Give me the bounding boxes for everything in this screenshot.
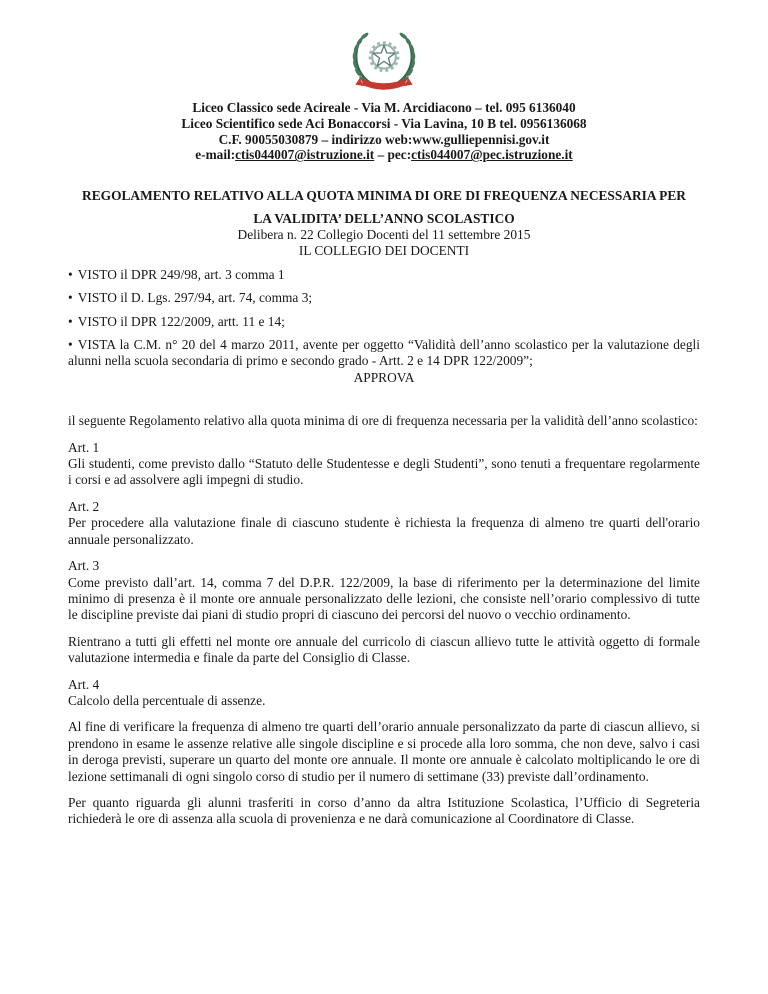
email-link[interactable]: ctis044007@istruzione.it	[235, 147, 375, 163]
article-2	[68, 499, 700, 548]
document-title	[68, 188, 700, 243]
letterhead	[68, 100, 700, 163]
bullet-text: VISTO il DPR 249/98, art. 3 comma 1	[77, 266, 285, 282]
bullet-marker: •	[68, 337, 73, 353]
italy-emblem-icon	[340, 28, 428, 94]
title-subtitle: Delibera n. 22 Collegio Docenti del 11 settembre 2015	[237, 227, 531, 242]
article-label: Art. 4	[68, 676, 100, 692]
paragraph-rientrano: Rientrano a tutti gli effetti nel monte ore annuale del curricolo di ciascun allievo tutte le attività oggetto di formale valutazione intermedia e finale da parte del Consiglio di Classe.	[68, 633, 700, 666]
article-4	[68, 677, 700, 710]
bullet-text: VISTO il DPR 122/2009, artt. 11 e 14;	[77, 313, 285, 329]
collegio-heading: IL COLLEGIO DEI DOCENTI	[298, 243, 470, 259]
article-text: Calcolo della percentuale di assenze.	[68, 692, 266, 708]
article-label: Art. 3	[68, 558, 100, 574]
bullet-marker: •	[68, 313, 73, 329]
email-label: e-mail:	[195, 147, 236, 163]
paragraph-alfine: Al fine di verificare la frequenza di almeno tre quarti dell’orario annuale personalizzato da parte di ciascun allievo, si prendono in esame le assenze relative alle singole discipline e si procede alla loro somma, che non deve, salvo i casi in deroga previsti, superare un quarto del monte ore annuale. Il monte ore annuale è calcolato moltiplicando le ore di lezione settimanali di ogni singolo corso di studio per il numero di settimane (33) previste dall’ordinamento.	[68, 719, 700, 784]
article-1	[68, 440, 700, 489]
paragraph-perquanto: Per quanto riguarda gli alunni trasferiti in corso d’anno da altra Istituzione Scolastica, l’Ufficio di Segreteria richiederà le ore di assenza alla scuola di provenienza e ne darà comunicazione al Coordinatore di Classe.	[68, 794, 700, 827]
bullet-text: VISTA la C.M. n° 20 del 4 marzo 2011, avente per oggetto “Validità dell’anno scolastico per la valutazione degli alunni nella scuola secondaria di primo e secondo grado - Artt. 2 e 14 DPR 122/2009”;	[68, 337, 700, 369]
article-label: Art. 1	[68, 439, 100, 455]
bullet-item	[68, 290, 700, 306]
pec-separator: – pec:	[374, 147, 412, 163]
bullet-marker: •	[68, 290, 73, 306]
bullet-item	[68, 337, 700, 370]
letterhead-line-3: C.F. 90055030879 – indirizzo web:www.gulliepennisi.gov.it	[218, 131, 550, 147]
title-line-2: LA VALIDITA’ DELL’ANNO SCOLASTICO	[253, 210, 515, 226]
article-text: Per procedere alla valutazione finale di ciascuno studente è richiesta la frequenza di almeno tre quarti dell'orario annuale personalizzato.	[68, 515, 700, 547]
letterhead-line-2: Liceo Scientifico sede Aci Bonaccorsi - Via Lavina, 10 B tel. 0956136068	[181, 115, 587, 131]
article-text: Gli studenti, come previsto dallo “Statuto delle Studentesse e degli Studenti”, sono tenuti a frequentare regolarmente i corsi e ad assolvere agli impegni di studio.	[68, 456, 700, 488]
ribbon	[355, 78, 412, 89]
pec-link[interactable]: ctis044007@pec.istruzione.it	[411, 147, 573, 163]
article-label: Art. 2	[68, 498, 100, 514]
bullet-text: VISTO il D. Lgs. 297/94, art. 74, comma 3;	[77, 290, 313, 306]
bullet-item	[68, 314, 700, 330]
bullet-marker: •	[68, 266, 73, 282]
title-line-1: REGOLAMENTO RELATIVO ALLA QUOTA MINIMA DI ORE DI FREQUENZA NECESSARIA PER	[82, 188, 686, 204]
intro-paragraph: il seguente Regolamento relativo alla quota minima di ore di frequenza necessaria per la validità dell’anno scolastico:	[68, 413, 698, 429]
article-text: Come previsto dall’art. 14, comma 7 del D.P.R. 122/2009, la base di riferimento per la determinazione del limite minimo di presenza è il monte ore annuale personalizzato delle lezioni, che consiste nell’orario complessivo di tutte le discipline previste dai piani di studio propri di ciascuno dei percorsi del nuovo o vecchio ordinamento.	[68, 574, 700, 623]
letterhead-line-1: Liceo Classico sede Acireale - Via M. Arcidiacono – tel. 095 6136040	[192, 100, 576, 115]
letterhead-line-4	[68, 147, 700, 163]
article-3	[68, 558, 700, 624]
bullet-item	[68, 267, 700, 283]
approva-heading: APPROVA	[353, 369, 415, 385]
